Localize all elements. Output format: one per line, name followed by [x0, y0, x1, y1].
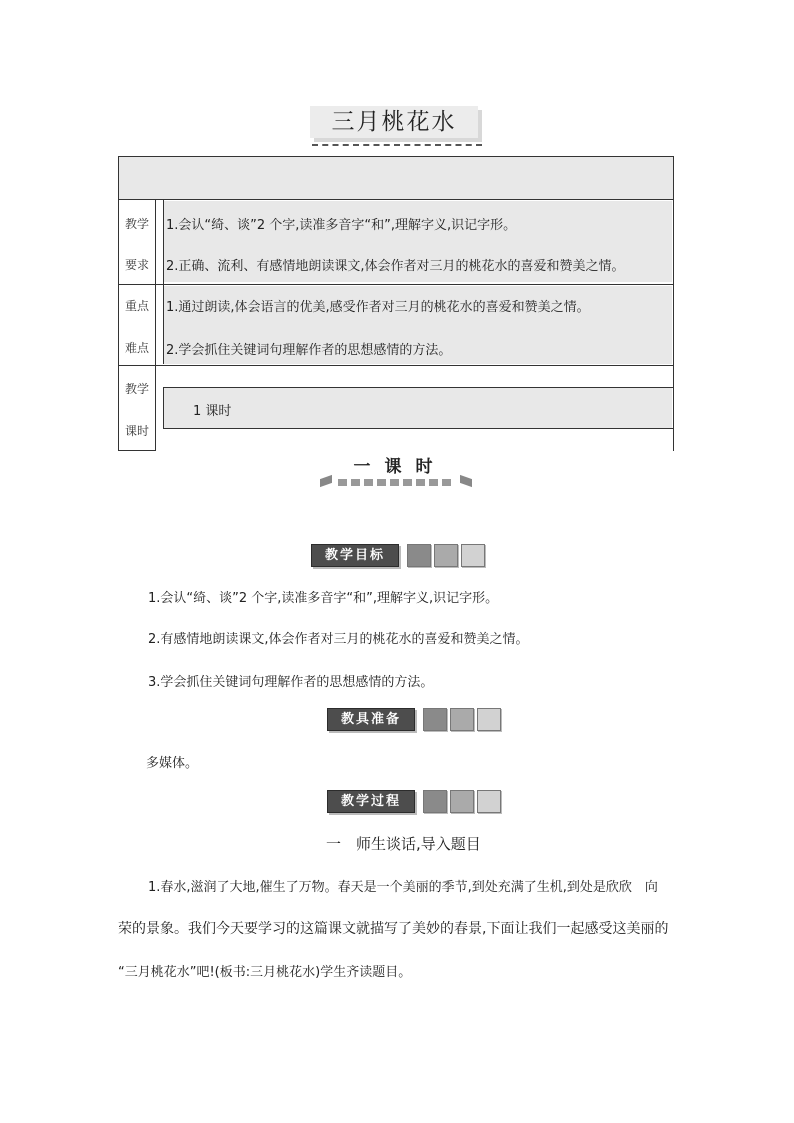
deco-square: [403, 479, 412, 486]
objective-item: 2.有感情地朗读课文,体会作者对三月的桃花水的喜爱和赞美之情。: [148, 632, 529, 647]
table-row-divider: [118, 365, 674, 366]
deco-square: [390, 479, 399, 486]
materials-text: 多媒体。: [146, 756, 199, 771]
table-inner-divider: [163, 387, 164, 429]
row-3-fill: [163, 388, 672, 428]
table-border-bottom: [118, 450, 156, 451]
row-label: 难点: [124, 341, 149, 355]
row-label: 要求: [124, 258, 149, 272]
deco-square: [460, 475, 472, 487]
deco-square: [338, 479, 347, 486]
deco-block: [461, 544, 485, 567]
deco-square: [364, 479, 373, 486]
page-title-block: [310, 106, 486, 150]
section-title: 一课时: [353, 457, 447, 477]
deco-block: [477, 790, 501, 813]
objectives-heading: 教学目标: [311, 544, 399, 567]
table-border-right: [673, 156, 674, 451]
deco-square: [377, 479, 386, 486]
deco-square: [320, 475, 332, 487]
deco-block: [434, 544, 458, 567]
objective-item: 3.学会抓住关键词句理解作者的思想感情的方法。: [148, 675, 434, 690]
row-text: 2.正确、流利、有感情地朗读课文,体会作者对三月的桃花水的喜爱和赞美之情。: [166, 259, 625, 274]
table-row-divider: [118, 284, 674, 285]
table-row-divider: [163, 387, 673, 388]
title-underline: [312, 144, 482, 146]
table-col-divider: [155, 199, 156, 451]
row-text: 1 课时: [193, 404, 232, 419]
process-heading: 教学过程: [327, 790, 415, 813]
deco-block: [450, 708, 474, 731]
deco-block: [450, 790, 474, 813]
deco-block: [423, 708, 447, 731]
deco-block: [423, 790, 447, 813]
row-label: 重点: [124, 299, 149, 313]
row-label: 教学: [124, 382, 149, 396]
deco-square: [442, 479, 451, 486]
process-paragraph-line: 1.春水,滋润了大地,催生了万物。春天是一个美丽的季节,到处充满了生机,到处是欣欣 向: [148, 880, 658, 895]
objective-item: 1.会认“绮、谈”2 个字,读准多音字“和”,理解字义,识记字形。: [148, 591, 499, 606]
deco-square: [416, 479, 425, 486]
table-border: [118, 199, 674, 200]
deco-block: [407, 544, 431, 567]
row-text: 1.通过朗读,体会语言的优美,感受作者对三月的桃花水的喜爱和赞美之情。: [166, 300, 590, 315]
deco-square: [429, 479, 438, 486]
section-decoration: [318, 476, 478, 488]
process-paragraph-line: “三月桃花水”吧!(板书:三月桃花水)学生齐读题目。: [118, 965, 412, 980]
row-label: 课时: [124, 424, 149, 438]
step-title: 一 师生谈话,导入题目: [326, 835, 481, 853]
table-header-fill: [118, 157, 674, 199]
table-row-divider: [163, 428, 673, 429]
table-inner-divider: [163, 199, 164, 364]
deco-square: [351, 479, 360, 486]
row-label: 教学: [124, 217, 149, 231]
table-border-top: [118, 156, 674, 157]
row-text: 2.学会抓住关键词句理解作者的思想感情的方法。: [166, 343, 452, 358]
materials-heading: 教具准备: [327, 708, 415, 731]
deco-block: [477, 708, 501, 731]
process-paragraph-line: 荣的景象。我们今天要学习的这篇课文就描写了美妙的春景,下面让我们一起感受这美丽的: [118, 921, 669, 937]
row-text: 1.会认“绮、谈”2 个字,读准多音字“和”,理解字义,识记字形。: [166, 218, 517, 233]
page-title: 三月桃花水: [331, 109, 457, 135]
